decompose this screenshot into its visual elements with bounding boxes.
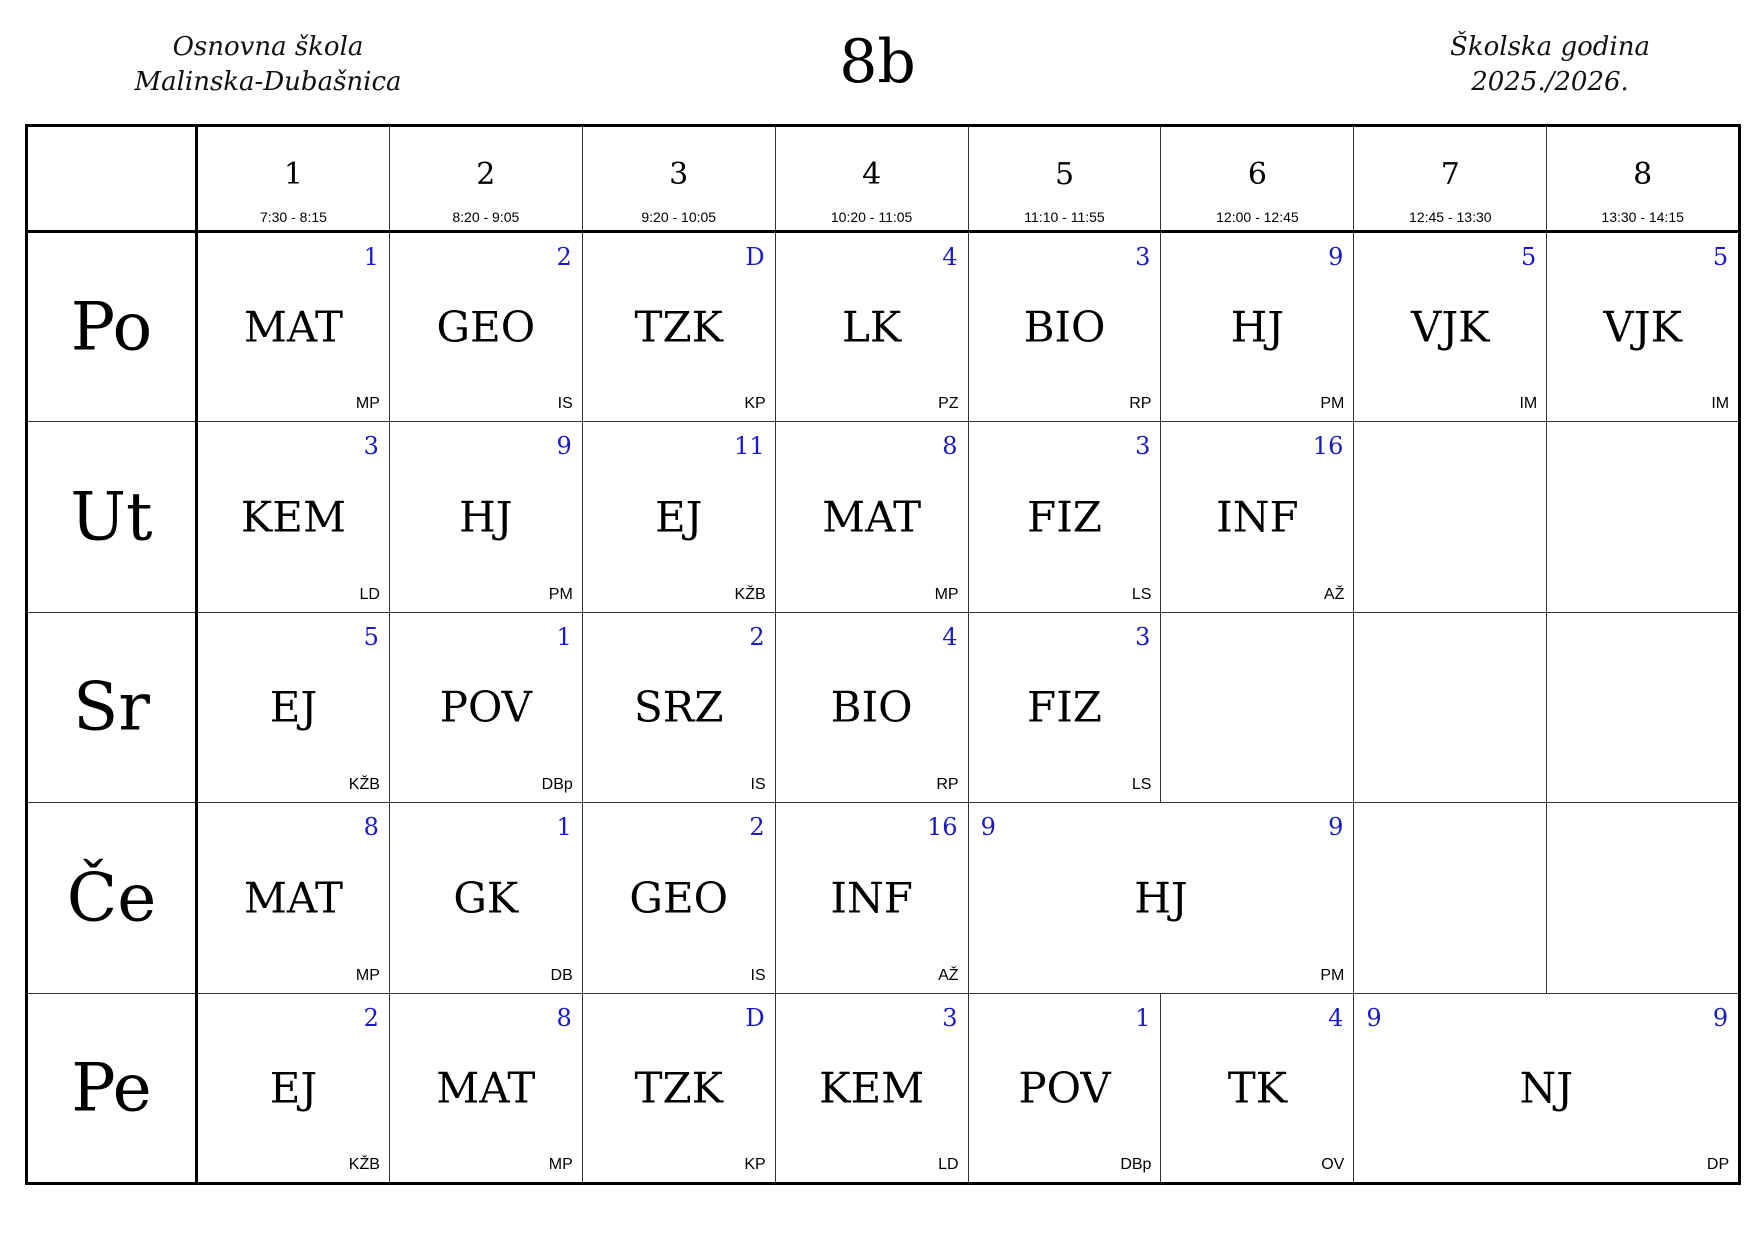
- teacher-code: DBp: [1120, 1155, 1152, 1173]
- room-number: 16: [927, 813, 958, 842]
- subject: TZK: [634, 302, 724, 352]
- school-year: [1350, 30, 1750, 100]
- room-number: 4: [942, 243, 958, 271]
- period-header: [582, 126, 775, 232]
- period-number: 3: [669, 157, 689, 192]
- subject: POV: [1018, 1063, 1111, 1113]
- day-label-cell: [27, 803, 197, 993]
- teacher-code: IS: [750, 966, 766, 984]
- period-header: [389, 126, 582, 232]
- teacher-code: DP: [1706, 1155, 1730, 1173]
- room-number: 8: [363, 813, 379, 842]
- period-number: 1: [283, 157, 303, 192]
- teacher-code: OV: [1321, 1155, 1345, 1173]
- period-number: 5: [1054, 157, 1075, 192]
- day-row-ut: [27, 422, 1740, 612]
- teacher-code: KŽB: [734, 585, 766, 603]
- lesson-cell: [775, 232, 968, 422]
- teacher-code: LD: [938, 1155, 959, 1173]
- period-number: 7: [1440, 157, 1460, 192]
- period-time: 9:20 - 10:05: [641, 209, 717, 225]
- period-header: [775, 126, 968, 232]
- day-name: Ut: [70, 478, 153, 556]
- subject: MAT: [243, 302, 343, 352]
- room-number-left: 9: [980, 813, 996, 842]
- day-label-cell: [27, 232, 197, 422]
- empty-cell: [1354, 803, 1547, 993]
- room-number: 9: [1712, 1003, 1729, 1032]
- room-number: 2: [749, 622, 765, 651]
- subject: POV: [439, 682, 532, 732]
- day-row-pe: [27, 993, 1740, 1183]
- period-header: [197, 126, 390, 232]
- room-number: 2: [363, 1003, 379, 1032]
- teacher-code: AŽ: [1323, 585, 1345, 603]
- day-name: Po: [70, 288, 153, 366]
- teacher-code: IM: [1519, 395, 1538, 413]
- lesson-cell: [775, 993, 968, 1183]
- teacher-code: KŽB: [348, 776, 380, 794]
- lesson-cell: [1161, 422, 1354, 612]
- room-number: 5: [1712, 243, 1729, 271]
- lesson-cell: [1547, 232, 1740, 422]
- lesson-cell: [389, 993, 582, 1183]
- lesson-cell: [582, 232, 775, 422]
- period-time: 12:45 - 13:30: [1409, 209, 1492, 225]
- teacher-code: AŽ: [938, 966, 959, 984]
- lesson-cell: [389, 422, 582, 612]
- teacher-code: PM: [1320, 966, 1345, 984]
- teacher-code: MP: [548, 1155, 573, 1173]
- lesson-cell: [582, 803, 775, 993]
- day-row-po: [27, 232, 1740, 422]
- class-title: 8b: [839, 27, 916, 97]
- subject: INF: [1216, 492, 1299, 542]
- subject: VJK: [1411, 302, 1490, 352]
- day-label-cell: [27, 422, 197, 612]
- timetable: [25, 124, 1741, 1185]
- room-number: 8: [942, 432, 958, 461]
- lesson-cell: [389, 612, 582, 802]
- subject: INF: [830, 873, 913, 923]
- day-name: Sr: [73, 668, 150, 746]
- teacher-code: DBp: [541, 776, 573, 794]
- period-time: 13:30 - 14:15: [1601, 209, 1684, 225]
- room-number: 1: [1135, 1003, 1151, 1032]
- room-number: 5: [1520, 243, 1537, 271]
- subject: EJ: [269, 1063, 318, 1113]
- room-number: 4: [942, 622, 958, 651]
- teacher-code: LD: [359, 585, 380, 603]
- subject: EJ: [269, 682, 318, 732]
- empty-cell: [1547, 422, 1740, 612]
- lesson-cell: [968, 422, 1161, 612]
- lesson-cell: [968, 993, 1161, 1183]
- teacher-code: PZ: [938, 395, 959, 413]
- lesson-cell: [389, 232, 582, 422]
- room-number: 1: [556, 622, 572, 651]
- subject: FIZ: [1027, 682, 1102, 732]
- teacher-code: IS: [750, 776, 766, 794]
- corner-cell: [27, 126, 197, 232]
- subject: KEM: [240, 492, 346, 542]
- room-number: 9: [556, 432, 572, 461]
- day-label-cell: [27, 612, 197, 802]
- subject: SRZ: [633, 682, 724, 732]
- teacher-code: KP: [744, 1155, 766, 1173]
- lesson-cell: [775, 612, 968, 802]
- teacher-code: MP: [355, 395, 380, 413]
- school-name-line2: Malinska-Dubašnica: [134, 67, 402, 97]
- lesson-cell: [1354, 232, 1547, 422]
- teacher-code: MP: [355, 966, 380, 984]
- teacher-code: IS: [557, 395, 573, 413]
- room-number-left: 9: [1366, 1003, 1382, 1032]
- period-header: [968, 126, 1161, 232]
- subject: BIO: [830, 682, 913, 732]
- day-row-ce: [27, 803, 1740, 993]
- subject: HJ: [1134, 873, 1188, 923]
- room-number: 8: [556, 1003, 572, 1032]
- period-number: 8: [1633, 157, 1653, 192]
- double-lesson-cell: [968, 803, 1354, 993]
- lesson-cell: [197, 612, 390, 802]
- lesson-cell: [197, 993, 390, 1183]
- lesson-cell: [968, 232, 1161, 422]
- subject: GEO: [629, 873, 729, 923]
- room-number: 5: [363, 622, 379, 651]
- teacher-code: MP: [934, 585, 959, 603]
- room-number: D: [745, 243, 765, 271]
- lesson-cell: [1161, 993, 1354, 1183]
- room-number: 4: [1328, 1003, 1344, 1032]
- teacher-code: LS: [1131, 776, 1152, 794]
- lesson-cell: [582, 993, 775, 1183]
- empty-cell: [1161, 612, 1354, 802]
- lesson-cell: [197, 232, 390, 422]
- teacher-code: DB: [550, 966, 573, 984]
- period-time: 10:20 - 11:05: [830, 209, 913, 225]
- lesson-cell: [197, 803, 390, 993]
- room-number: 2: [556, 243, 572, 271]
- subject: MAT: [243, 873, 343, 923]
- teacher-code: PM: [1320, 395, 1345, 413]
- school-year-line1: Školska godina: [1450, 32, 1650, 62]
- day-row-sr: [27, 612, 1740, 802]
- teacher-code: RP: [936, 776, 959, 794]
- subject: BIO: [1023, 302, 1106, 352]
- period-number: 2: [476, 157, 496, 192]
- subject: HJ: [459, 492, 513, 542]
- empty-cell: [1547, 803, 1740, 993]
- room-number: 3: [1135, 432, 1151, 461]
- lesson-cell: [775, 803, 968, 993]
- period-header-row: [27, 126, 1740, 232]
- empty-cell: [1547, 612, 1740, 802]
- school-year-line2: 2025./2026.: [1471, 67, 1629, 97]
- period-number: 4: [862, 157, 882, 192]
- day-name: Pe: [71, 1049, 152, 1127]
- subject: VJK: [1603, 302, 1682, 352]
- school-name-line1: Osnovna škola: [172, 32, 364, 62]
- room-number: D: [745, 1003, 765, 1032]
- room-number: 3: [363, 432, 379, 461]
- subject: KEM: [819, 1063, 925, 1113]
- subject: GK: [453, 873, 519, 923]
- subject: NJ: [1519, 1063, 1574, 1113]
- lesson-cell: [582, 612, 775, 802]
- room-number: 11: [734, 432, 765, 461]
- subject: TZK: [634, 1063, 724, 1113]
- lesson-cell: [775, 422, 968, 612]
- period-time: 8:20 - 9:05: [452, 209, 520, 225]
- subject: TK: [1227, 1063, 1288, 1113]
- teacher-code: KŽB: [348, 1155, 380, 1173]
- room-number: 9: [1328, 243, 1344, 271]
- lesson-cell: [582, 422, 775, 612]
- period-header: [1354, 126, 1547, 232]
- period-time: 11:10 - 11:55: [1024, 209, 1105, 225]
- teacher-code: PM: [548, 585, 573, 603]
- double-lesson-cell: [1354, 993, 1740, 1183]
- period-time: 12:00 - 12:45: [1216, 209, 1299, 225]
- room-number: 3: [942, 1003, 958, 1032]
- room-number: 3: [1135, 243, 1151, 271]
- lesson-cell: [1161, 232, 1354, 422]
- empty-cell: [1354, 612, 1547, 802]
- subject: MAT: [822, 492, 922, 542]
- teacher-code: IM: [1711, 395, 1730, 413]
- teacher-code: KP: [744, 395, 766, 413]
- room-number: 2: [749, 813, 765, 842]
- room-number: 9: [1328, 813, 1344, 842]
- empty-cell: [1354, 422, 1547, 612]
- room-number: 3: [1135, 622, 1151, 651]
- period-number: 6: [1247, 157, 1267, 192]
- teacher-code: RP: [1129, 395, 1152, 413]
- subject: GEO: [436, 302, 536, 352]
- teacher-code: LS: [1131, 585, 1152, 603]
- lesson-cell: [968, 612, 1161, 802]
- period-time: 7:30 - 8:15: [259, 209, 327, 225]
- subject: EJ: [654, 492, 703, 542]
- room-number: 1: [363, 243, 379, 271]
- room-number: 16: [1312, 432, 1344, 461]
- period-header: [1161, 126, 1354, 232]
- day-name: Če: [66, 859, 157, 937]
- lesson-cell: [389, 803, 582, 993]
- lesson-cell: [197, 422, 390, 612]
- subject: LK: [841, 302, 902, 352]
- period-header: [1547, 126, 1740, 232]
- subject: FIZ: [1027, 492, 1102, 542]
- day-label-cell: [27, 993, 197, 1183]
- subject: MAT: [436, 1063, 536, 1113]
- subject: HJ: [1230, 302, 1285, 352]
- room-number: 1: [556, 813, 572, 842]
